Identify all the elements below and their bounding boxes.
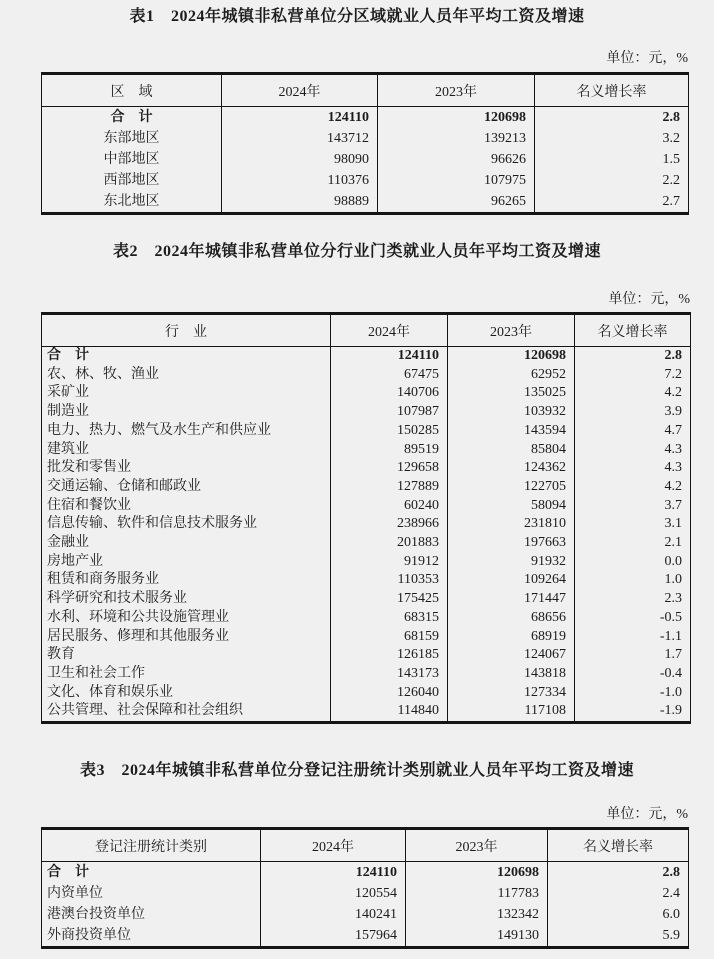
table-row bbox=[42, 628, 691, 647]
table-row bbox=[42, 646, 691, 665]
growth-rate-cell: 2.1 bbox=[575, 534, 691, 553]
region-wage-table bbox=[41, 72, 689, 215]
growth-rate-cell: 4.2 bbox=[575, 478, 691, 497]
value-2024-cell: 89519 bbox=[331, 441, 448, 460]
value-2024-cell: 110353 bbox=[331, 571, 448, 590]
column-header: 2023年 bbox=[448, 314, 575, 347]
value-2024-cell: 68159 bbox=[331, 628, 448, 647]
table-row bbox=[42, 862, 689, 884]
table1-unit-note: 单位：元，% bbox=[606, 51, 688, 66]
growth-rate-cell: -1.9 bbox=[575, 702, 691, 722]
table-row bbox=[42, 702, 691, 722]
table-row bbox=[42, 149, 689, 170]
growth-rate-cell: 7.2 bbox=[575, 366, 691, 385]
table-row bbox=[42, 384, 691, 403]
table-row bbox=[42, 107, 689, 129]
value-2023-cell: 139213 bbox=[378, 128, 535, 149]
growth-rate-cell: 3.2 bbox=[535, 128, 689, 149]
table-row bbox=[42, 904, 689, 925]
value-2023-cell: 96626 bbox=[378, 149, 535, 170]
column-header: 2024年 bbox=[261, 829, 406, 862]
table1-title: 表1 2024年城镇非私营单位分区域就业人员年平均工资及增速 bbox=[129, 8, 585, 25]
value-2024-cell: 60240 bbox=[331, 497, 448, 516]
value-2024-cell: 124110 bbox=[222, 107, 378, 129]
value-2023-cell: 96265 bbox=[378, 191, 535, 214]
table-row bbox=[42, 883, 689, 904]
value-2023-cell: 103932 bbox=[448, 403, 575, 422]
label-cell: 居民服务、修理和其他服务业 bbox=[42, 628, 331, 647]
growth-rate-cell: 1.0 bbox=[575, 571, 691, 590]
label-cell: 文化、体育和娱乐业 bbox=[42, 684, 331, 703]
value-2023-cell: 124362 bbox=[448, 459, 575, 478]
value-2023-cell: 68919 bbox=[448, 628, 575, 647]
growth-rate-cell: 2.8 bbox=[575, 347, 691, 366]
value-2024-cell: 68315 bbox=[331, 609, 448, 628]
column-header: 行 业 bbox=[42, 314, 331, 347]
growth-rate-cell: -0.4 bbox=[575, 665, 691, 684]
label-cell: 港澳台投资单位 bbox=[42, 904, 261, 925]
table-row bbox=[42, 515, 691, 534]
value-2024-cell: 150285 bbox=[331, 422, 448, 441]
table-row bbox=[42, 422, 691, 441]
table-row bbox=[42, 128, 689, 149]
label-cell: 交通运输、仓储和邮政业 bbox=[42, 478, 331, 497]
column-header: 2024年 bbox=[222, 74, 378, 107]
table2-section bbox=[0, 243, 714, 724]
value-2023-cell: 62952 bbox=[448, 366, 575, 385]
column-header: 名义增长率 bbox=[535, 74, 689, 107]
label-cell: 外商投资单位 bbox=[42, 925, 261, 948]
label-cell: 合 计 bbox=[42, 347, 331, 366]
label-cell: 制造业 bbox=[42, 403, 331, 422]
label-cell: 东部地区 bbox=[42, 128, 222, 149]
growth-rate-cell: 2.2 bbox=[535, 170, 689, 191]
industry-wage-table bbox=[41, 312, 691, 724]
header-row bbox=[42, 74, 689, 107]
column-header: 2023年 bbox=[406, 829, 548, 862]
growth-rate-cell: 0.0 bbox=[575, 553, 691, 572]
growth-rate-cell: 4.3 bbox=[575, 459, 691, 478]
value-2023-cell: 91932 bbox=[448, 553, 575, 572]
value-2023-cell: 143594 bbox=[448, 422, 575, 441]
growth-rate-cell: 4.2 bbox=[575, 384, 691, 403]
value-2024-cell: 143712 bbox=[222, 128, 378, 149]
growth-rate-cell: 2.4 bbox=[548, 883, 689, 904]
label-cell: 采矿业 bbox=[42, 384, 331, 403]
table-row bbox=[42, 347, 691, 366]
value-2024-cell: 120554 bbox=[261, 883, 406, 904]
value-2024-cell: 114840 bbox=[331, 702, 448, 722]
table3-title: 表3 2024年城镇非私营单位分登记注册统计类别就业人员年平均工资及增速 bbox=[79, 762, 634, 780]
value-2024-cell: 140241 bbox=[261, 904, 406, 925]
value-2024-cell: 201883 bbox=[331, 534, 448, 553]
table-row bbox=[42, 534, 691, 553]
label-cell: 水利、环境和公共设施管理业 bbox=[42, 609, 331, 628]
table2-title: 表2 2024年城镇非私营单位分行业门类就业人员年平均工资及增速 bbox=[112, 243, 601, 260]
table-row bbox=[42, 459, 691, 478]
table-row bbox=[42, 571, 691, 590]
value-2023-cell: 107975 bbox=[378, 170, 535, 191]
table-row bbox=[42, 366, 691, 385]
table-row bbox=[42, 590, 691, 609]
value-2024-cell: 126040 bbox=[331, 684, 448, 703]
table-row bbox=[42, 441, 691, 460]
value-2024-cell: 143173 bbox=[331, 665, 448, 684]
label-cell: 电力、热力、燃气及水生产和供应业 bbox=[42, 422, 331, 441]
growth-rate-cell: 4.7 bbox=[575, 422, 691, 441]
value-2023-cell: 117108 bbox=[448, 702, 575, 722]
label-cell: 卫生和社会工作 bbox=[42, 665, 331, 684]
label-cell: 住宿和餐饮业 bbox=[42, 497, 331, 516]
label-cell: 金融业 bbox=[42, 534, 331, 553]
value-2023-cell: 132342 bbox=[406, 904, 548, 925]
value-2023-cell: 127334 bbox=[448, 684, 575, 703]
value-2023-cell: 197663 bbox=[448, 534, 575, 553]
growth-rate-cell: 5.9 bbox=[548, 925, 689, 948]
value-2023-cell: 149130 bbox=[406, 925, 548, 948]
label-cell: 农、林、牧、渔业 bbox=[42, 366, 331, 385]
column-header: 2023年 bbox=[378, 74, 535, 107]
value-2024-cell: 98889 bbox=[222, 191, 378, 214]
label-cell: 西部地区 bbox=[42, 170, 222, 191]
growth-rate-cell: 1.5 bbox=[535, 149, 689, 170]
label-cell: 东北地区 bbox=[42, 191, 222, 214]
label-cell: 合 计 bbox=[42, 107, 222, 129]
value-2023-cell: 124067 bbox=[448, 646, 575, 665]
registration-type-wage-table bbox=[41, 827, 689, 949]
value-2024-cell: 98090 bbox=[222, 149, 378, 170]
growth-rate-cell: 2.8 bbox=[535, 107, 689, 129]
table-row bbox=[42, 609, 691, 628]
label-cell: 合 计 bbox=[42, 862, 261, 884]
column-header: 名义增长率 bbox=[575, 314, 691, 347]
growth-rate-cell: 2.7 bbox=[535, 191, 689, 214]
growth-rate-cell: 4.3 bbox=[575, 441, 691, 460]
table3-unit-note: 单位：元，% bbox=[606, 807, 688, 823]
value-2024-cell: 140706 bbox=[331, 384, 448, 403]
label-cell: 公共管理、社会保障和社会组织 bbox=[42, 702, 331, 722]
label-cell: 批发和零售业 bbox=[42, 459, 331, 478]
table-row bbox=[42, 403, 691, 422]
value-2024-cell: 91912 bbox=[331, 553, 448, 572]
growth-rate-cell: 3.9 bbox=[575, 403, 691, 422]
value-2023-cell: 109264 bbox=[448, 571, 575, 590]
label-cell: 建筑业 bbox=[42, 441, 331, 460]
value-2024-cell: 126185 bbox=[331, 646, 448, 665]
value-2024-cell: 110376 bbox=[222, 170, 378, 191]
label-cell: 科学研究和技术服务业 bbox=[42, 590, 331, 609]
header-row bbox=[42, 314, 691, 347]
value-2023-cell: 171447 bbox=[448, 590, 575, 609]
value-2023-cell: 135025 bbox=[448, 384, 575, 403]
growth-rate-cell: 6.0 bbox=[548, 904, 689, 925]
header-row bbox=[42, 829, 689, 862]
table2-unit-note: 单位：元，% bbox=[608, 292, 690, 307]
table-row bbox=[42, 665, 691, 684]
column-header: 登记注册统计类别 bbox=[42, 829, 261, 862]
growth-rate-cell: 2.8 bbox=[548, 862, 689, 884]
table-row bbox=[42, 478, 691, 497]
value-2023-cell: 58094 bbox=[448, 497, 575, 516]
value-2023-cell: 120698 bbox=[406, 862, 548, 884]
table3-section bbox=[0, 762, 714, 949]
label-cell: 教育 bbox=[42, 646, 331, 665]
table-row bbox=[42, 191, 689, 214]
label-cell: 中部地区 bbox=[42, 149, 222, 170]
value-2024-cell: 157964 bbox=[261, 925, 406, 948]
value-2024-cell: 124110 bbox=[331, 347, 448, 366]
value-2023-cell: 120698 bbox=[448, 347, 575, 366]
label-cell: 租赁和商务服务业 bbox=[42, 571, 331, 590]
table-row bbox=[42, 553, 691, 572]
value-2023-cell: 231810 bbox=[448, 515, 575, 534]
growth-rate-cell: 3.7 bbox=[575, 497, 691, 516]
growth-rate-cell: 1.7 bbox=[575, 646, 691, 665]
value-2024-cell: 67475 bbox=[331, 366, 448, 385]
value-2023-cell: 122705 bbox=[448, 478, 575, 497]
table-row bbox=[42, 497, 691, 516]
value-2024-cell: 238966 bbox=[331, 515, 448, 534]
growth-rate-cell: -1.1 bbox=[575, 628, 691, 647]
growth-rate-cell: -0.5 bbox=[575, 609, 691, 628]
table-row bbox=[42, 170, 689, 191]
value-2023-cell: 117783 bbox=[406, 883, 548, 904]
value-2023-cell: 143818 bbox=[448, 665, 575, 684]
value-2024-cell: 129658 bbox=[331, 459, 448, 478]
value-2023-cell: 120698 bbox=[378, 107, 535, 129]
value-2024-cell: 175425 bbox=[331, 590, 448, 609]
column-header: 区 域 bbox=[42, 74, 222, 107]
column-header: 2024年 bbox=[331, 314, 448, 347]
table-row bbox=[42, 925, 689, 948]
table-row bbox=[42, 684, 691, 703]
label-cell: 内资单位 bbox=[42, 883, 261, 904]
value-2024-cell: 107987 bbox=[331, 403, 448, 422]
value-2023-cell: 85804 bbox=[448, 441, 575, 460]
label-cell: 房地产业 bbox=[42, 553, 331, 572]
label-cell: 信息传输、软件和信息技术服务业 bbox=[42, 515, 331, 534]
column-header: 名义增长率 bbox=[548, 829, 689, 862]
growth-rate-cell: -1.0 bbox=[575, 684, 691, 703]
value-2024-cell: 124110 bbox=[261, 862, 406, 884]
value-2023-cell: 68656 bbox=[448, 609, 575, 628]
table1-section bbox=[0, 8, 714, 215]
growth-rate-cell: 3.1 bbox=[575, 515, 691, 534]
value-2024-cell: 127889 bbox=[331, 478, 448, 497]
growth-rate-cell: 2.3 bbox=[575, 590, 691, 609]
